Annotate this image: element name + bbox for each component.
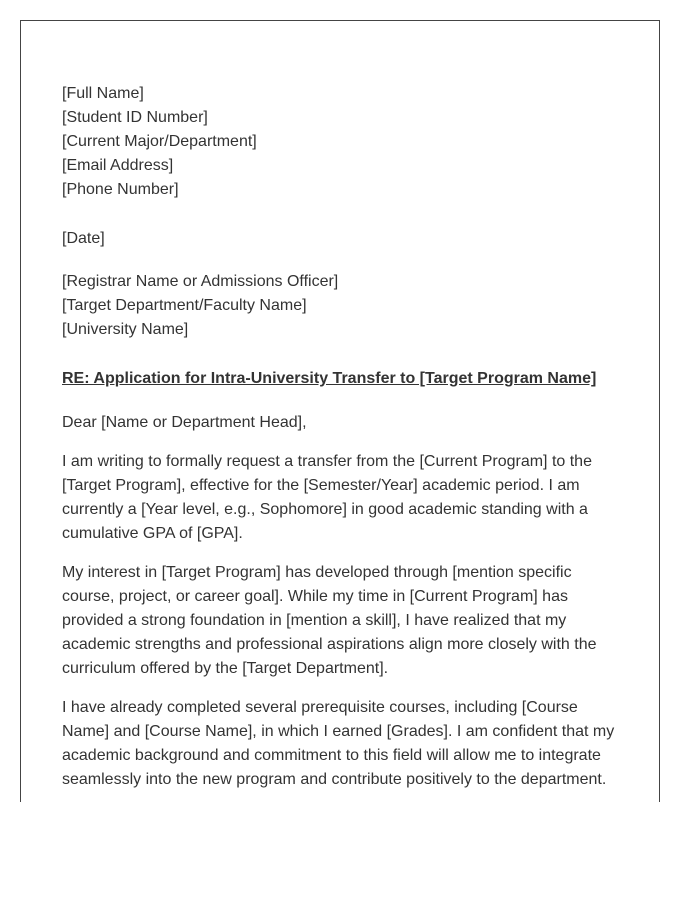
date-block: [62, 227, 622, 251]
letter-body: [62, 82, 622, 792]
recipient-name: [Registrar Name or Admissions Officer]: [62, 273, 339, 290]
paragraph-line: seamlessly into the new program and contribute positively to the department.: [62, 771, 607, 788]
paragraph-line: [Target Program], effective for the [Semester/Year] academic period. I am: [62, 477, 580, 494]
paragraph-line: I have already completed several prerequisite courses, including [Course: [62, 699, 578, 716]
letter-date: [Date]: [62, 230, 105, 247]
body-paragraph-2: [62, 561, 622, 681]
recipient-department: [Target Department/Faculty Name]: [62, 297, 307, 314]
recipient-university: [University Name]: [62, 321, 189, 338]
paragraph-line: currently a [Year level, e.g., Sophomore] in good academic standing with a: [62, 501, 588, 518]
sender-student-id: [Student ID Number]: [62, 109, 208, 126]
paragraph-line: academic background and commitment to this field will allow me to integrate: [62, 747, 601, 764]
body-paragraph-3: [62, 696, 622, 792]
sender-email: [Email Address]: [62, 157, 174, 174]
document-page: [20, 20, 660, 802]
body-paragraph-1: [62, 450, 622, 546]
sender-phone: [Phone Number]: [62, 181, 179, 198]
paragraph-line: cumulative GPA of [GPA].: [62, 525, 243, 542]
sender-block: [62, 82, 622, 202]
subject-line: RE: Application for Intra-University Transfer to [Target Program Name]: [62, 370, 597, 387]
paragraph-line: Name] and [Course Name], in which I earned [Grades]. I am confident that my: [62, 723, 615, 740]
sender-full-name: [Full Name]: [62, 85, 144, 102]
paragraph-line: My interest in [Target Program] has developed through [mention specific: [62, 564, 572, 581]
sender-major: [Current Major/Department]: [62, 133, 257, 150]
paragraph-line: academic strengths and professional aspirations align more closely with the: [62, 636, 597, 653]
paragraph-line: curriculum offered by the [Target Department].: [62, 660, 389, 677]
paragraph-line: provided a strong foundation in [mention a skill], I have realized that my: [62, 612, 567, 629]
paragraph-line: course, project, or career goal]. While my time in [Current Program] has: [62, 588, 568, 605]
paragraph-line: I am writing to formally request a transfer from the [Current Program] to the: [62, 453, 592, 470]
recipient-block: [62, 270, 622, 342]
salutation: Dear [Name or Department Head],: [62, 414, 307, 431]
